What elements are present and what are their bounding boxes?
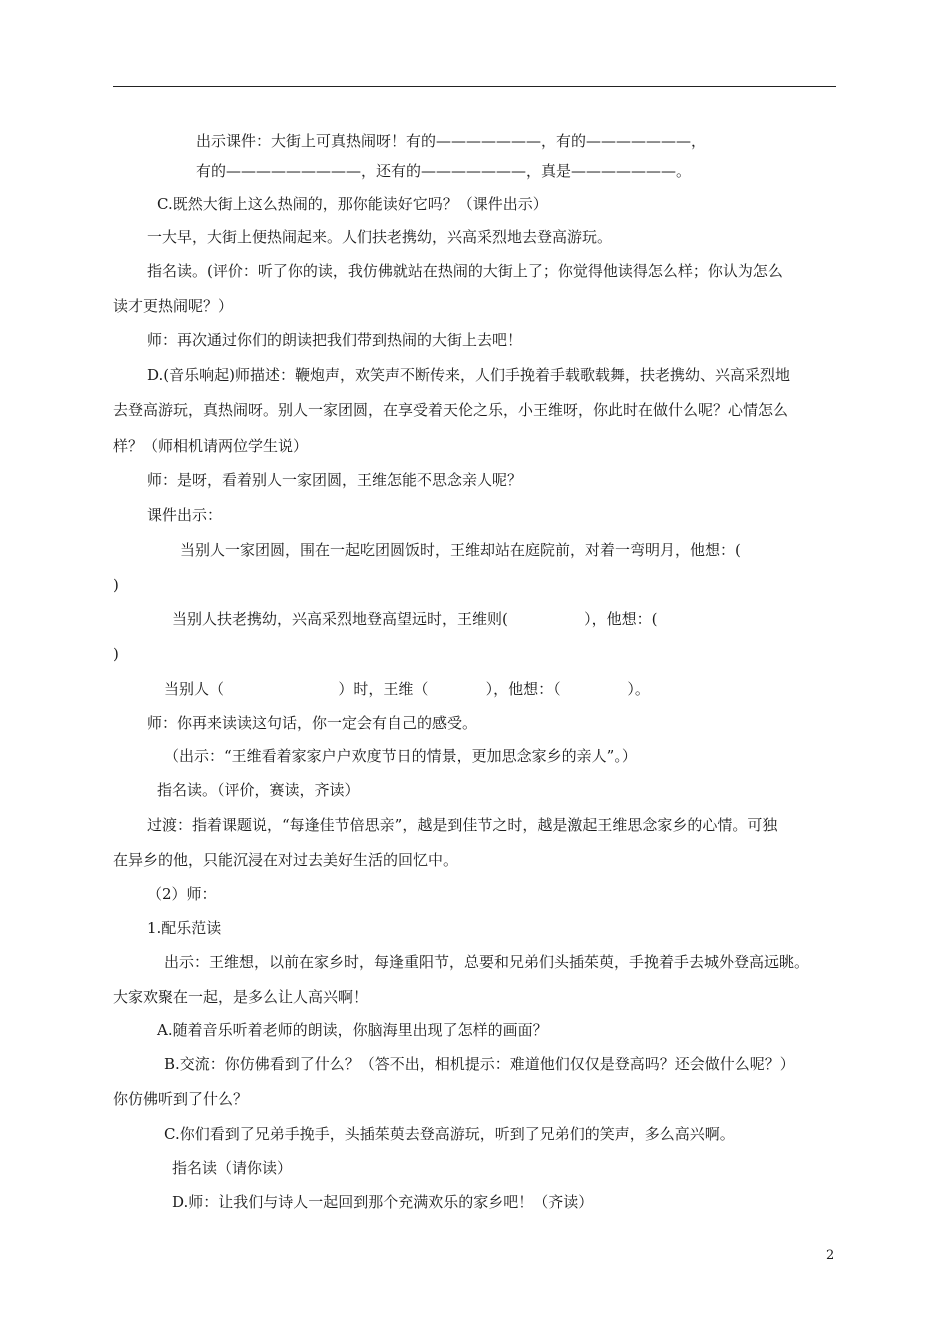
text-line: 在异乡的他，只能沉浸在对过去美好生活的回忆中。 xyxy=(113,851,459,869)
text-line: 去登高游玩，真热闹呀。别人一家团圆，在享受着天伦之乐，小王维呀，你此时在做什么呢？心情怎么 xyxy=(113,401,789,419)
text-line: 指名读。(评价：听了你的读，我仿佛就站在热闹的大街上了；你觉得他读得怎么样；你认为怎么 xyxy=(147,262,783,280)
text-line: 有的—————————，还有的———————，真是———————。 xyxy=(196,162,692,180)
text-line: 读才更热闹呢？） xyxy=(113,297,234,315)
text-line: 当别人（ ）时，王维（ ），他想：（ ）。 xyxy=(164,680,650,698)
text-line: C.既然大街上这么热闹的，那你能读好它吗？（课件出示） xyxy=(157,195,548,213)
text-line: 出示课件：大街上可真热闹呀！有的———————，有的———————， xyxy=(196,132,707,150)
text-line: D.(音乐响起)师描述：鞭炮声，欢笑声不断传来，人们手挽着手载歌载舞，扶老携幼、兴高采烈地 xyxy=(147,366,790,384)
text-line: 当别人一家团圆，围在一起吃团圆饭时，王维却站在庭院前，对着一弯明月，他想：( xyxy=(180,541,741,559)
text-line: 你仿佛听到了什么？ xyxy=(113,1090,249,1108)
page-number: 2 xyxy=(826,1248,835,1263)
header-rule xyxy=(113,86,836,87)
text-line: 过渡：指着课题说，“每逢佳节倍思亲”，越是到佳节之时，越是激起王维思念家乡的心情。可独 xyxy=(147,816,778,834)
text-line: 指名读。（评价，赛读，齐读） xyxy=(157,781,360,799)
text-line: D.师：让我们与诗人一起回到那个充满欢乐的家乡吧！（齐读） xyxy=(172,1193,594,1211)
text-line: 指名读（请你读） xyxy=(172,1159,293,1177)
text-line: 师：你再来读读这句话，你一定会有自己的感受。 xyxy=(147,714,478,732)
text-line: ) xyxy=(113,645,119,663)
text-line: 出示：王维想，以前在家乡时，每逢重阳节，总要和兄弟们头插茱萸，手挽着手去城外登高远眺。 xyxy=(164,953,810,971)
text-line: ) xyxy=(113,576,119,594)
text-line: 师：是呀，看着别人一家团圆，王维怎能不思念亲人呢？ xyxy=(147,471,523,489)
text-line: 样？（师相机请两位学生说） xyxy=(113,437,309,455)
text-line: （出示：“王维看着家家户户欢度节日的情景，更加思念家乡的亲人”。） xyxy=(164,747,637,765)
text-line: A.随着音乐听着老师的朗读，你脑海里出现了怎样的画面？ xyxy=(157,1021,548,1039)
text-line: 师：再次通过你们的朗读把我们带到热闹的大街上去吧！ xyxy=(147,331,523,349)
text-line: 一大早，大街上便热闹起来。人们扶老携幼，兴高采烈地去登高游玩。 xyxy=(147,228,613,246)
text-line: 1.配乐范读 xyxy=(147,919,222,937)
text-line: C.你们看到了兄弟手挽手，头插茱萸去登高游玩，听到了兄弟们的笑声，多么高兴啊。 xyxy=(164,1125,735,1143)
text-line: 课件出示： xyxy=(147,506,223,524)
text-line: 当别人扶老携幼，兴高采烈地登高望远时，王维则( ），他想：( xyxy=(172,610,658,628)
text-line: （2）师： xyxy=(147,885,217,903)
text-line: B.交流：你仿佛看到了什么？（答不出，相机提示：难道他们仅仅是登高吗？还会做什么呢？） xyxy=(164,1055,795,1073)
text-line: 大家欢聚在一起，是多么让人高兴啊！ xyxy=(113,988,369,1006)
